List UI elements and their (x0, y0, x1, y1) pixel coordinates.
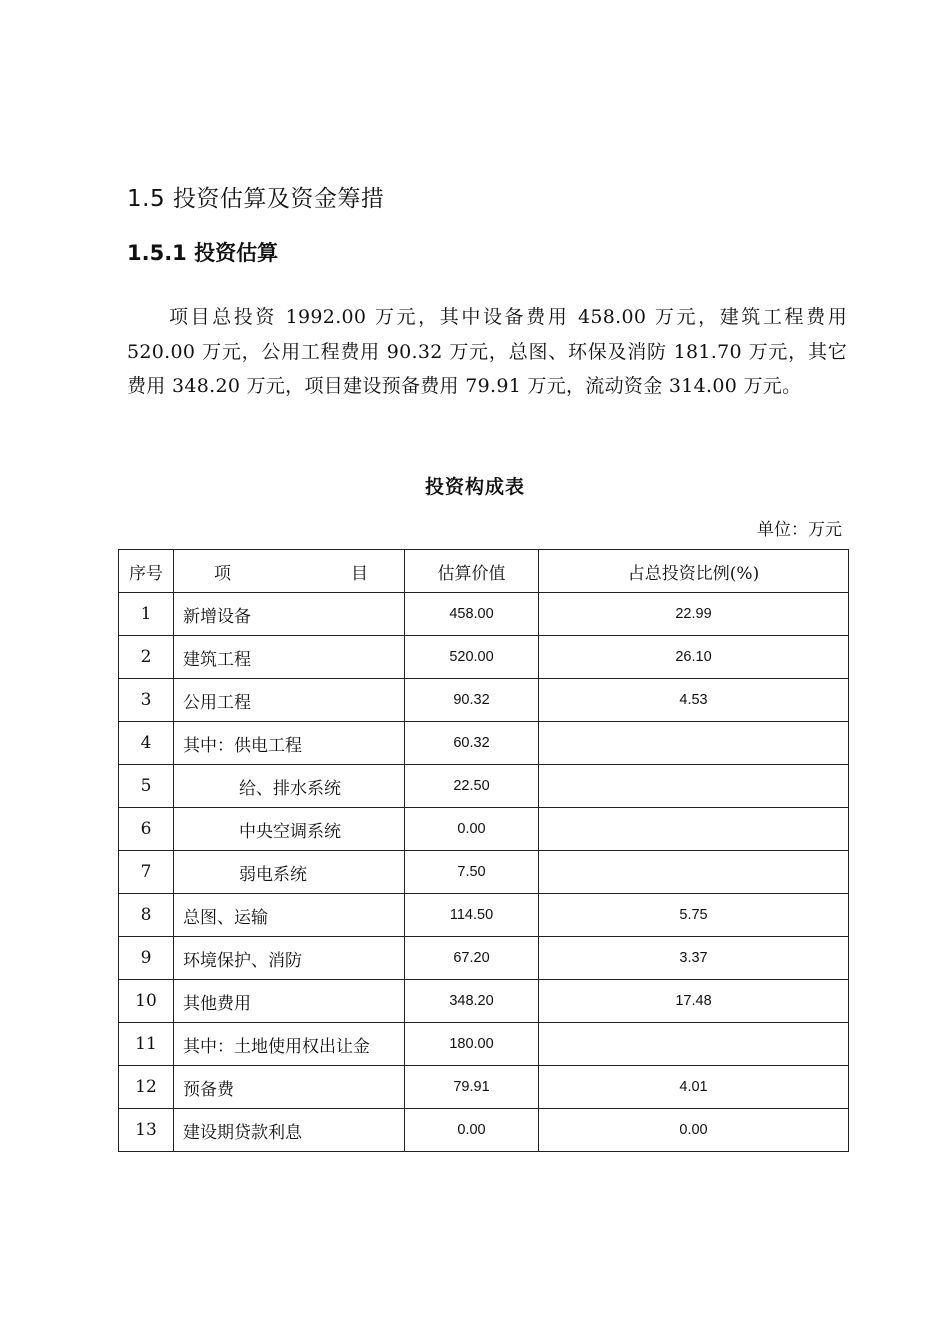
row-item: 总图、运输 (174, 894, 405, 937)
investment-table (118, 549, 849, 1152)
row-no: 5 (119, 765, 174, 808)
row-no: 9 (119, 937, 174, 980)
header-no: 序号 (119, 550, 174, 593)
table-caption: 投资构成表 (424, 476, 525, 498)
row-value: 180.00 (405, 1023, 539, 1066)
header-item (174, 550, 405, 593)
row-item: 其中：供电工程 (174, 722, 405, 765)
table-row (119, 722, 849, 765)
row-ratio: 17.48 (539, 980, 849, 1023)
row-value: 67.20 (405, 937, 539, 980)
table-row (119, 980, 849, 1023)
header-ratio: 占总投资比例(%) (539, 550, 849, 593)
row-value: 458.00 (405, 593, 539, 636)
row-ratio: 26.10 (539, 636, 849, 679)
row-value: 90.32 (405, 679, 539, 722)
table-header-row (119, 550, 849, 593)
subsection-title: 1.5.1 投资估算 (127, 241, 279, 265)
row-no: 12 (119, 1066, 174, 1109)
section-title: 1.5 投资估算及资金筹措 (127, 186, 385, 212)
row-no: 11 (119, 1023, 174, 1066)
row-item: 建筑工程 (174, 636, 405, 679)
row-value: 114.50 (405, 894, 539, 937)
row-no: 3 (119, 679, 174, 722)
row-ratio: 5.75 (539, 894, 849, 937)
header-item-right: 目 (351, 563, 368, 584)
row-value: 60.32 (405, 722, 539, 765)
row-item: 中央空调系统 (174, 808, 405, 851)
header-value: 估算价值 (405, 550, 539, 593)
row-value: 348.20 (405, 980, 539, 1023)
table-row (119, 765, 849, 808)
row-no: 4 (119, 722, 174, 765)
row-no: 8 (119, 894, 174, 937)
table-unit: 单位：万元 (757, 520, 842, 540)
row-ratio: 0.00 (539, 1109, 849, 1152)
row-ratio: 22.99 (539, 593, 849, 636)
row-item: 环境保护、消防 (174, 937, 405, 980)
table-row (119, 894, 849, 937)
row-no: 13 (119, 1109, 174, 1152)
table-row (119, 1109, 849, 1152)
row-no: 1 (119, 593, 174, 636)
body-paragraph: 项目总投资 1992.00 万元，其中设备费用 458.00 万元，建筑工程费用 520.00 万元，公用工程费用 90.32 万元，总图、环保及消防 181.70 万元，其它费用 348.20 万元，项目建设预备费用 79.91 万元，流动资金 314.00 万元。 (127, 306, 847, 397)
table-row (119, 1023, 849, 1066)
row-ratio (539, 851, 849, 894)
row-item: 其中：土地使用权出让金 (174, 1023, 405, 1066)
row-ratio: 3.37 (539, 937, 849, 980)
table-row (119, 808, 849, 851)
row-ratio (539, 808, 849, 851)
table-row (119, 1066, 849, 1109)
row-ratio (539, 765, 849, 808)
row-no: 2 (119, 636, 174, 679)
row-item: 建设期贷款利息 (174, 1109, 405, 1152)
row-ratio (539, 722, 849, 765)
row-value: 79.91 (405, 1066, 539, 1109)
header-item-left: 项 (214, 563, 231, 584)
row-item: 其他费用 (174, 980, 405, 1023)
row-ratio (539, 1023, 849, 1066)
row-no: 6 (119, 808, 174, 851)
row-no: 7 (119, 851, 174, 894)
row-value: 22.50 (405, 765, 539, 808)
row-ratio: 4.01 (539, 1066, 849, 1109)
row-value: 0.00 (405, 1109, 539, 1152)
table-row (119, 937, 849, 980)
row-value: 0.00 (405, 808, 539, 851)
table-row (119, 636, 849, 679)
table-row (119, 851, 849, 894)
table-row (119, 593, 849, 636)
table-row (119, 679, 849, 722)
row-item: 给、排水系统 (174, 765, 405, 808)
row-item: 预备费 (174, 1066, 405, 1109)
row-no: 10 (119, 980, 174, 1023)
row-item: 弱电系统 (174, 851, 405, 894)
row-ratio: 4.53 (539, 679, 849, 722)
row-item: 新增设备 (174, 593, 405, 636)
row-value: 7.50 (405, 851, 539, 894)
row-item: 公用工程 (174, 679, 405, 722)
row-value: 520.00 (405, 636, 539, 679)
